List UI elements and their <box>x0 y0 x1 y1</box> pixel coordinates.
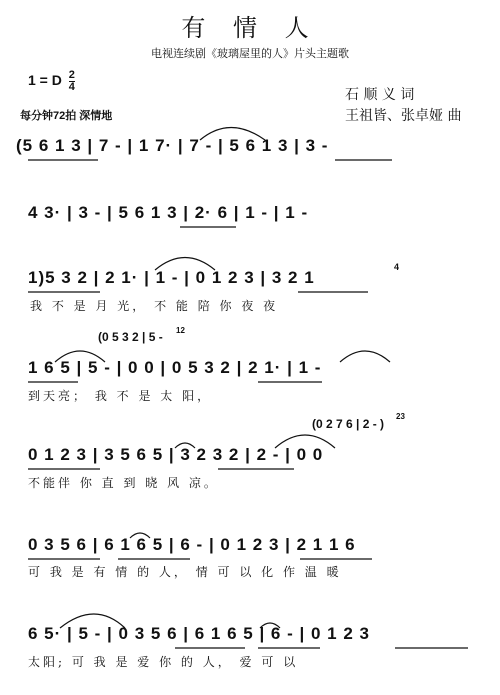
score-line-3: 1)5 3 2 | 2 1· | 1 - | 0 1 2 3 | 3 2 1 <box>28 268 315 287</box>
score-line-4: 1 6 5 | 5 - | 0 0 | 0 5 3 2 | 2 1· | 1 - <box>28 358 322 377</box>
time-signature <box>69 70 75 93</box>
interlude-a: (0 5 3 2 | 5 - <box>98 330 163 344</box>
interlude-b: (0 2 7 6 | 2 - ) <box>312 417 385 431</box>
song-subtitle: 电视连续剧《玻璃屋里的人》片头主题歌 <box>151 47 349 60</box>
score-line-5: 0 1 2 3 | 3 5 6 5 | 3 2 3 2 | 2 - | 0 0 <box>28 445 324 464</box>
lyric-line-3: 我 不 是 月 光， 不 能 陪 你 夜 夜 <box>30 299 279 313</box>
time-change-mark: 4 <box>394 262 400 272</box>
grace-note-a: 12 <box>176 326 185 335</box>
grace-note-b: 23 <box>396 412 405 421</box>
score-line-1: (5 6 1 3 | 7 - | 1 7· | 7 - | 5 6 1 3 | 3 - <box>16 136 329 155</box>
lyric-line-4: 到天亮； 我 不 是 太 阳， <box>28 389 213 403</box>
meter-bottom: 4 <box>68 81 75 93</box>
lyric-line-5: 不能伴 你 直 到 晓 风 凉。 <box>28 476 219 490</box>
tempo-marking: 每分钟72拍 深情地 <box>20 110 113 122</box>
song-title: 有 情 人 <box>181 14 319 42</box>
lyric-line-6: 可 我 是 有 情 的 人， 情 可 以 化 作 温 暖 <box>28 565 342 579</box>
lyric-line-7: 太阳; 可 我 是 爱 你 的 人， 爱 可 以 <box>28 655 299 669</box>
score-line-2: 4 3· | 3 - | 5 6 1 3 | 2· 6 | 1 - | 1 - <box>28 203 309 222</box>
lyricist-credit: 石 顺 义 词 <box>345 87 415 103</box>
composer-credit: 王祖皆、张卓娅 曲 <box>345 108 462 124</box>
score-line-6: 0 3 5 6 | 6 1 6 5 | 6 - | 0 1 2 3 | 2 1 1 6 <box>28 535 356 554</box>
meter-top: 2 <box>68 69 75 81</box>
score-line-7: 6 5· | 5 - | 0 3 5 6 | 6 1 6 5 | 6 - | 0 1 2 3 <box>28 624 370 643</box>
key-signature <box>28 70 75 93</box>
key-label: 1 = D <box>28 72 62 89</box>
